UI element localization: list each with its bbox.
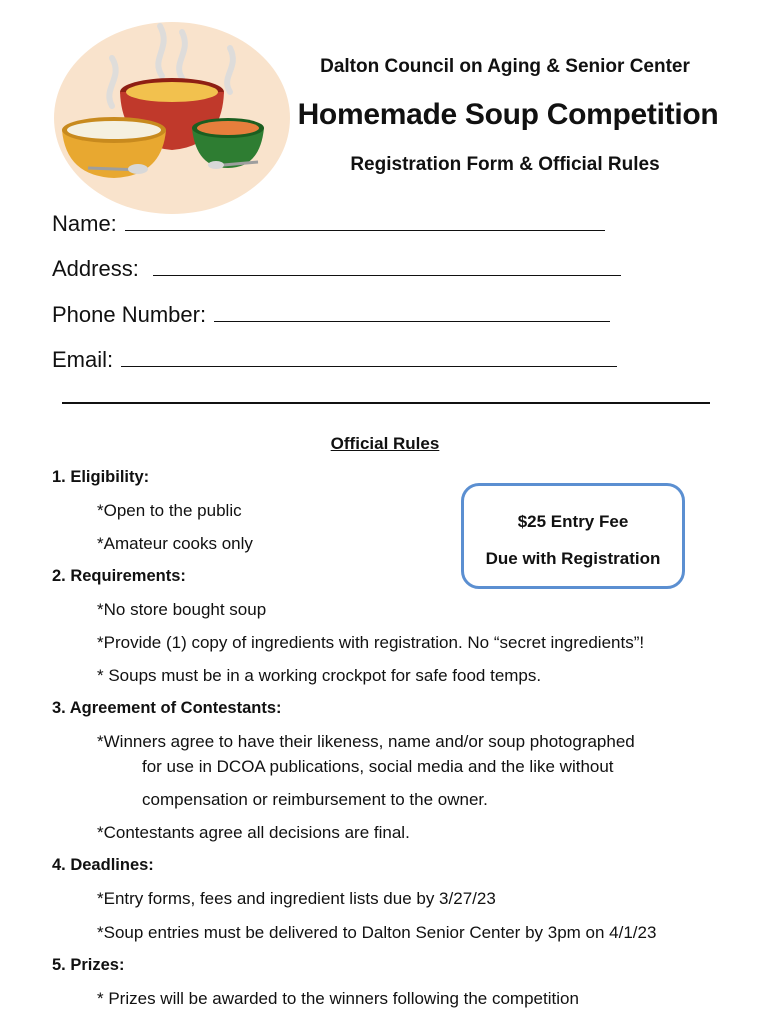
address-blank-line[interactable] — [153, 256, 621, 276]
entry-fee-note: Due with Registration — [485, 549, 661, 568]
page-subtitle: Registration Form & Official Rules — [350, 154, 660, 175]
entry-fee-amount: $25 Entry Fee — [517, 512, 629, 531]
phone-label: Phone Number: — [52, 302, 207, 327]
rule-section-title: 1. Eligibility: — [52, 468, 150, 486]
email-label: Email: — [52, 347, 114, 372]
rule-section-title: 3. Agreement of Contestants: — [52, 699, 282, 717]
soup-bowls-illustration — [52, 18, 292, 218]
phone-field[interactable] — [52, 302, 610, 328]
rule-item: *Provide (1) copy of ingredients with registration. No “secret ingredients”! — [97, 633, 645, 652]
rule-item: *Entry forms, fees and ingredient lists due by 3/27/23 — [97, 889, 496, 908]
rule-section-title: 5. Prizes: — [52, 956, 125, 974]
name-field[interactable] — [52, 211, 605, 237]
rule-section-title: 2. Requirements: — [52, 567, 186, 585]
rule-item: *Open to the public — [97, 501, 242, 520]
rule-item: *Winners agree to have their likeness, name and/or soup photographed — [97, 732, 635, 751]
page-title: Homemade Soup Competition — [297, 98, 719, 131]
name-blank-line[interactable] — [125, 211, 605, 231]
rule-item: * Prizes will be awarded to the winners following the competition — [97, 989, 579, 1008]
organization-name: Dalton Council on Aging & Senior Center — [320, 56, 690, 77]
entry-fee-box — [461, 483, 685, 589]
address-label: Address: — [52, 256, 139, 281]
rule-item-continued: for use in DCOA publications, social media and the like without — [142, 757, 614, 776]
section-divider — [62, 402, 710, 404]
rule-section-title: 4. Deadlines: — [52, 856, 154, 874]
rule-item: *Soup entries must be delivered to Dalton Senior Center by 3pm on 4/1/23 — [97, 923, 657, 942]
rule-item: *Contestants agree all decisions are final. — [97, 823, 410, 842]
email-blank-line[interactable] — [121, 347, 617, 367]
email-field[interactable] — [52, 347, 617, 373]
name-label: Name: — [52, 211, 117, 236]
address-field[interactable] — [52, 256, 621, 282]
rule-item: *No store bought soup — [97, 600, 267, 619]
rules-heading: Official Rules — [330, 434, 440, 453]
rule-item-continued: compensation or reimbursement to the owner. — [142, 790, 488, 809]
rule-item: * Soups must be in a working crockpot for safe food temps. — [97, 666, 542, 685]
rule-item: *Amateur cooks only — [97, 534, 253, 553]
phone-blank-line[interactable] — [214, 302, 610, 322]
